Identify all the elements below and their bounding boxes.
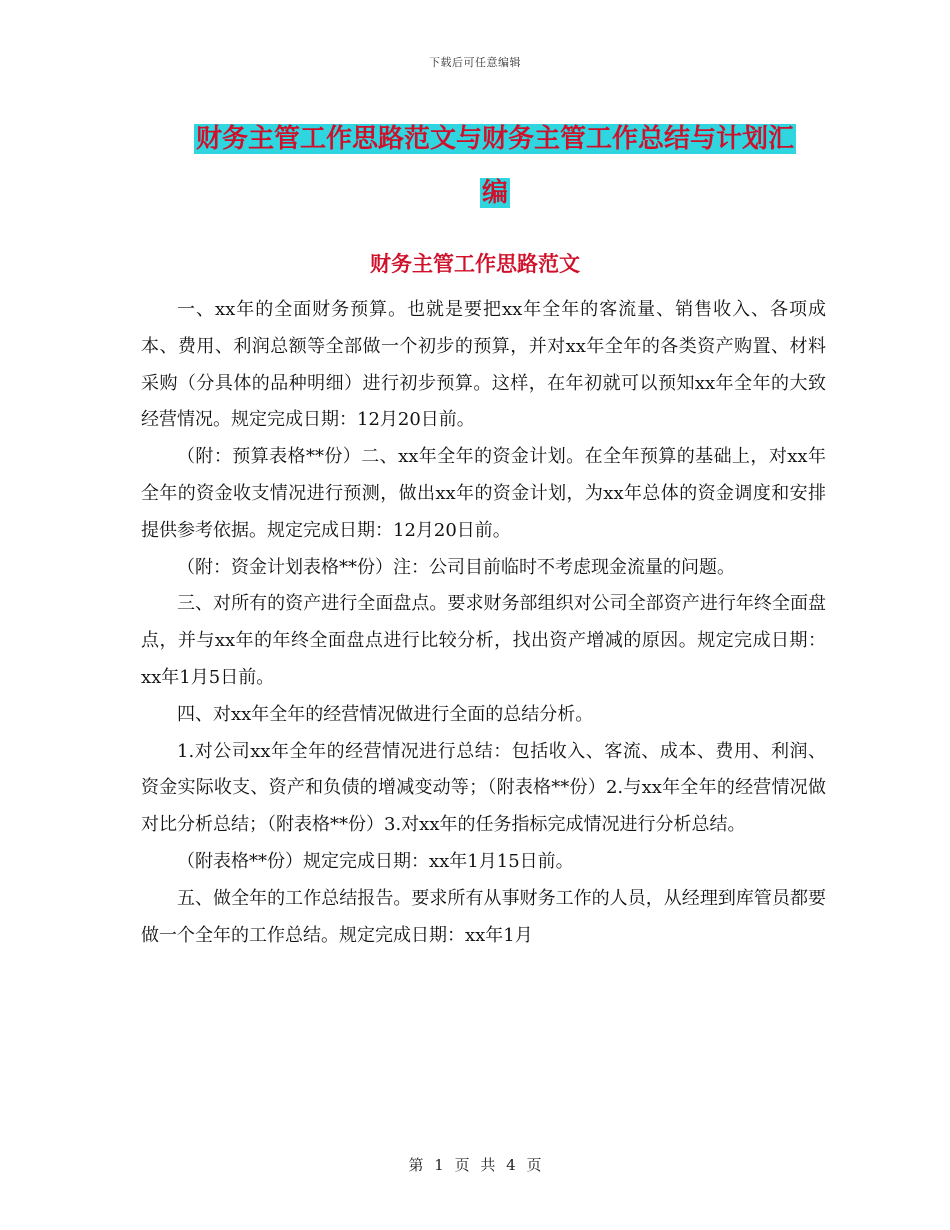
document-body xyxy=(141,292,826,954)
paragraph: 三、对所有的资产进行全面盘点。要求财务部组织对公司全部资产进行年终全面盘点，并与xx年的年终全面盘点进行比较分析，找出资产增减的原因。规定完成日期：xx年1月5日前。 xyxy=(141,593,826,688)
page-number: 第 1 页 共 4 页 xyxy=(408,1156,542,1174)
paragraph: 五、做全年的工作总结报告。要求所有从事财务工作的人员，从经理到库管员都要做一个全年的工作总结。规定完成日期：xx年1月 xyxy=(141,887,826,946)
page-header-note: 下载后可任意编辑 xyxy=(429,56,521,69)
paragraph: 一、xx年的全面财务预算。也就是要把xx年全年的客流量、销售收入、各项成本、费用、利润总额等全部做一个初步的预算，并对xx年全年的各类资产购置、材料采购（分具体的品种明细）进行初步预算。这样，在年初就可以预知xx年全年的大致经营情况。规定完成日期：12月20日前。 xyxy=(141,299,826,431)
paragraph: （附：资金计划表格**份）注：公司目前临时不考虑现金流量的问题。 xyxy=(177,556,735,578)
document-title xyxy=(185,112,805,220)
document-title-line-2: 编 xyxy=(481,178,508,208)
paragraph: （附：预算表格**份）二、xx年全年的资金计划。在全年预算的基础上，对xx年全年的资金收支情况进行预测，做出xx年的资金计划，为xx年总体的资金调度和安排提供参考依据。规定完成日期：12月20日前。 xyxy=(141,446,826,541)
section-title: 财务主管工作思路范文 xyxy=(370,252,580,276)
paragraph: 1.对公司xx年全年的经营情况进行总结：包括收入、客流、成本、费用、利润、资金实际收支、资产和负债的增减变动等；（附表格**份）2.与xx年全年的经营情况做对比分析总结；（附表格**份）3.对xx年的任务指标完成情况进行分析总结。 xyxy=(141,740,826,836)
document-title-line-1: 财务主管工作思路范文与财务主管工作总结与计划汇 xyxy=(195,124,794,154)
paragraph: （附表格**份）规定完成日期：xx年1月15日前。 xyxy=(177,850,574,872)
paragraph: 四、对xx年全年的经营情况做进行全面的总结分析。 xyxy=(177,703,594,725)
